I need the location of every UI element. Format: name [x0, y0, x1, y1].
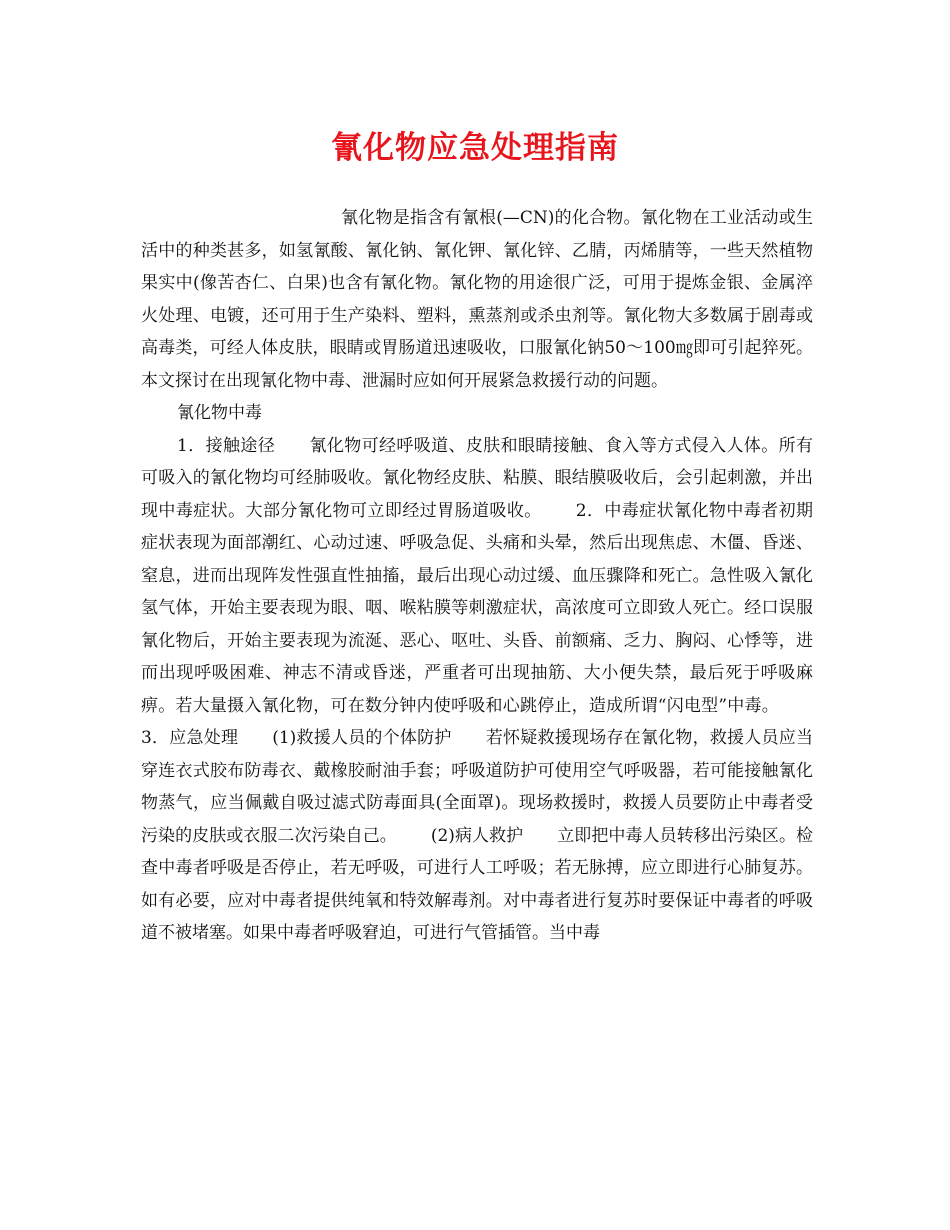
section-heading: 氰化物中毒 [177, 403, 262, 423]
s3b-label: (2)病人救护 [430, 825, 524, 846]
document-title: 氰化物应急处理指南 [331, 130, 619, 166]
s2-label: 2．中毒症状 [575, 500, 675, 521]
s1-text: 氰化物可经呼吸道、皮肤和眼睛接触、食入等方式侵入人体。所有可吸入的氰化物均可经肺吸收。氰化物经皮肤、粘膜、眼结膜吸收后，会引起刺激，并出现中毒症状。大部分氰化物可立即经过胃肠道吸收。 [141, 435, 813, 521]
intro-paragraph: 氰化物是指含有氰根(—CN)的化合物。氰化物在工业活动或生活中的种类甚多，如氢氰酸、氰化钠、氰化钾、氰化锌、乙腈，丙烯腈等，一些天然植物果实中(像苦杏仁、白果)也含有氰化物。氰化物的用途很广泛，可用于提炼金银、金属淬火处理、电镀，还可用于生产染料、塑料，熏蒸剂或杀虫剂等。氰化物大多数属于剧毒或高毒类，可经人体皮肤，眼睛或胃肠道迅速吸收，口服氰化钠50～100㎎即可引起猝死。本文探讨在出现氰化物中毒、泄漏时应如何开展紧急救援行动的问题。 [141, 208, 813, 391]
document-body [141, 202, 813, 950]
s1-label: 1．接触途径 [177, 435, 276, 456]
s3-label: 3．应急处理 [141, 728, 239, 748]
s2-text: 氰化物中毒者初期症状表现为面部潮红、心动过速、呼吸急促、头痛和头晕，然后出现焦虑、木僵、昏迷、窒息，进而出现阵发性强直性抽搐，最后出现心动过缓、血压骤降和死亡。急性吸入氰化氢气体，开始主要表现为眼、咽、喉粘膜等刺激症状，高浓度可立即致人死亡。经口误服氰化物后，开始主要表现为流涎、恶心、呕吐、头昏、前额痛、乏力、胸闷、心悸等，进而出现呼吸困难、神志不清或昏迷，严重者可出现抽筋、大小便失禁，最后死于呼吸麻痹。若大量摄入氰化物，可在数分钟内使呼吸和心跳停止，造成所谓“闪电型”中毒。 [141, 500, 814, 716]
s3a-label: (1)救援人员的个体防护 [272, 728, 452, 748]
main-paragraph [141, 430, 813, 950]
s3a-text: 若怀疑救援现场存在氰化物，救援人员应当穿连衣式胶布防毒衣、戴橡胶耐油手套；呼吸道防护可使用空气呼吸器，若可能接触氰化物蒸气，应当佩戴自吸过滤式防毒面具(全面罩)。现场救援时，救援人员要防止中毒者受污染的皮肤或衣服二次污染自己。 [141, 728, 813, 846]
s3b-text: 立即把中毒人员转移出污染区。检查中毒者呼吸是否停止，若无呼吸，可进行人工呼吸；若无脉搏，应立即进行心肺复苏。如有必要，应对中毒者提供纯氧和特效解毒剂。对中毒者进行复苏时要保证中毒者的呼吸道不被堵塞。如果中毒者呼吸窘迫，可进行气管插管。当中毒 [141, 825, 814, 943]
